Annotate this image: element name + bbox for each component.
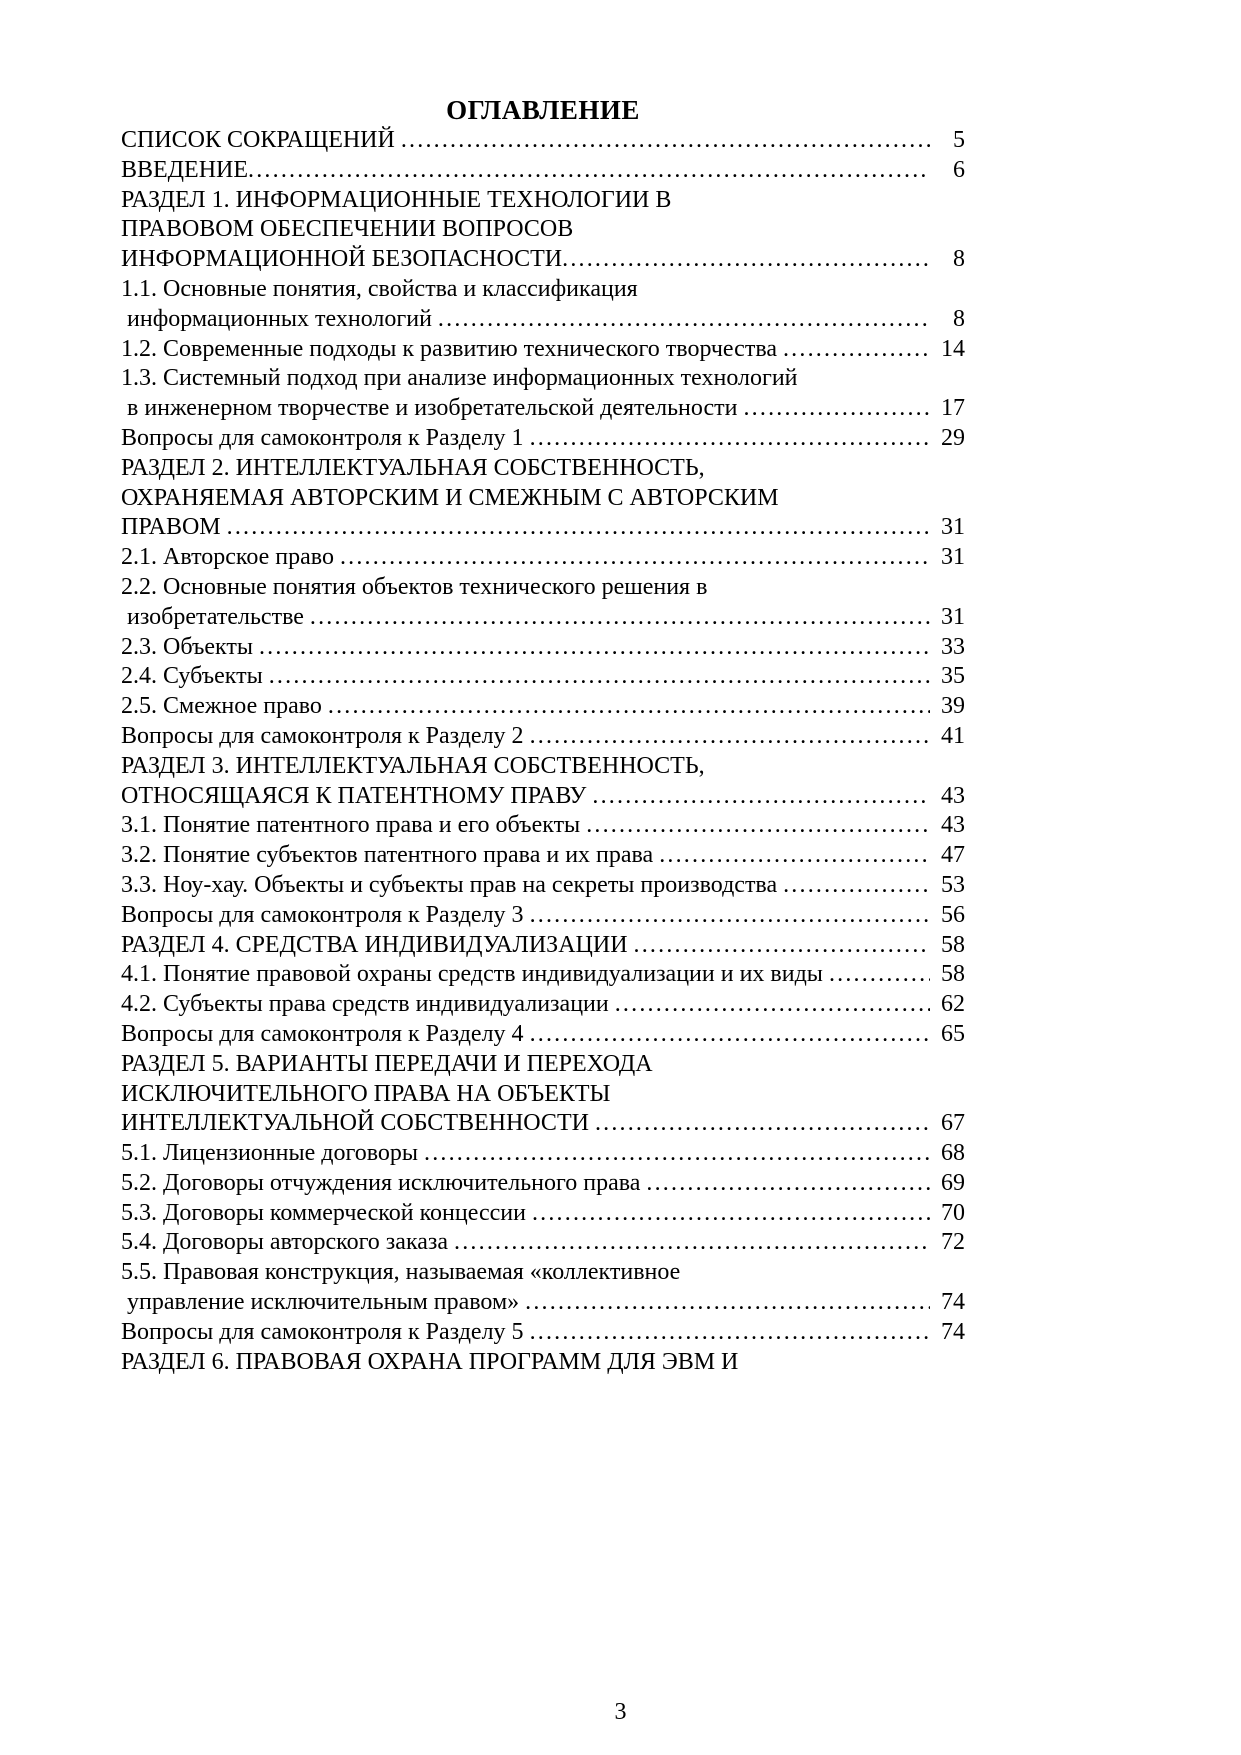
- dot-leader: [227, 513, 930, 543]
- toc-line: [121, 126, 965, 156]
- toc-line: [121, 752, 965, 782]
- toc-entry-text: РАЗДЕЛ 6. ПРАВОВАЯ ОХРАНА ПРОГРАММ ДЛЯ ЭВМ И: [121, 1348, 739, 1375]
- toc-page-number: 35: [941, 663, 965, 690]
- toc-entry-text: СПИСОК СОКРАЩЕНИЙ: [121, 127, 401, 153]
- toc-line: [121, 841, 965, 871]
- toc-line: [121, 1288, 965, 1318]
- toc-entry-text: 2.1. Авторское право: [121, 544, 340, 571]
- toc-line: [121, 156, 965, 186]
- toc-line: [121, 1139, 965, 1169]
- dot-leader: [783, 871, 930, 901]
- toc-entry-text: РАЗДЕЛ 1. ИНФОРМАЦИОННЫЕ ТЕХНОЛОГИИ В: [121, 186, 672, 213]
- toc-entry-text: ПРАВОМ: [121, 514, 227, 541]
- toc-page-number: 62: [941, 991, 965, 1018]
- dot-leader: [454, 1228, 930, 1258]
- toc-page-number: 68: [941, 1140, 965, 1167]
- dot-leader: [595, 1109, 930, 1139]
- toc-line: [121, 305, 965, 335]
- dot-leader: [530, 1318, 930, 1348]
- toc-line: [121, 1318, 965, 1348]
- toc-line: [121, 454, 965, 484]
- toc-entry-text: 5.1. Лицензионные договоры: [121, 1140, 424, 1167]
- toc-page-number: 70: [941, 1199, 965, 1226]
- toc-page-number: 6: [953, 156, 965, 183]
- toc-entry-text: ПРАВОВОМ ОБЕСПЕЧЕНИИ ВОПРОСОВ: [121, 216, 574, 243]
- toc-entry-text: Вопросы для самоконтроля к Разделу 1: [121, 424, 530, 451]
- toc-line: [121, 1228, 965, 1258]
- toc-page-number: 43: [941, 812, 965, 839]
- toc-entry-text: РАЗДЕЛ 5. ВАРИАНТЫ ПЕРЕДАЧИ И ПЕРЕХОДА: [121, 1050, 653, 1077]
- toc-entry-text: 2.5. Смежное право: [121, 693, 328, 720]
- toc-line: [121, 364, 965, 394]
- toc-entry-text: 5.4. Договоры авторского заказа: [121, 1229, 455, 1256]
- dot-leader: [530, 424, 930, 454]
- dot-leader: [259, 633, 930, 663]
- dot-leader: [783, 335, 930, 365]
- toc-page-number: 39: [941, 693, 965, 720]
- toc-page-number: 31: [941, 544, 965, 571]
- toc-entry-text: РАЗДЕЛ 3. ИНТЕЛЛЕКТУАЛЬНАЯ СОБСТВЕННОСТЬ,: [121, 752, 705, 779]
- toc-entry-text: 2.3. Объекты: [121, 633, 259, 660]
- toc-content: [121, 0, 965, 1377]
- toc-page-number: 8: [953, 246, 965, 273]
- dot-leader: [615, 990, 930, 1020]
- dot-leader: [646, 1169, 930, 1199]
- toc-entry-text: РАЗДЕЛ 2. ИНТЕЛЛЕКТУАЛЬНАЯ СОБСТВЕННОСТЬ,: [121, 454, 705, 481]
- dot-leader: [438, 305, 930, 335]
- toc-page-number: 47: [941, 842, 965, 869]
- toc-line: [121, 811, 965, 841]
- toc-list: [121, 126, 965, 1377]
- toc-line: [121, 1169, 965, 1199]
- dot-leader: [743, 394, 930, 424]
- dot-leader: [659, 841, 930, 871]
- toc-entry-text: Вопросы для самоконтроля к Разделу 4: [121, 1020, 530, 1047]
- toc-page-number: 5: [953, 127, 965, 153]
- dot-leader: [586, 811, 930, 841]
- toc-line: [121, 603, 965, 633]
- dot-leader: [532, 1199, 930, 1229]
- toc-line: [121, 633, 965, 663]
- dot-leader: [340, 543, 930, 573]
- toc-page-number: 69: [941, 1169, 965, 1196]
- toc-entry-text: в инженерном творчестве и изобретательской деятельности: [121, 395, 744, 422]
- toc-page-number: 58: [941, 961, 965, 988]
- dot-leader: [328, 692, 930, 722]
- toc-entry-text: ОХРАНЯЕМАЯ АВТОРСКИМ И СМЕЖНЫМ С АВТОРСКИМ: [121, 484, 779, 511]
- toc-line: [121, 990, 965, 1020]
- toc-entry-text: Вопросы для самоконтроля к Разделу 3: [121, 901, 530, 928]
- toc-entry-text: 3.2. Понятие субъектов патентного права и их права: [121, 842, 660, 869]
- toc-entry-text: 5.3. Договоры коммерческой концессии: [121, 1199, 532, 1226]
- dot-leader: [829, 960, 930, 990]
- toc-page-number: 56: [941, 901, 965, 928]
- toc-line: [121, 782, 965, 812]
- dot-leader: [310, 603, 930, 633]
- toc-line: [121, 1109, 965, 1139]
- toc-page-number: 43: [941, 782, 965, 809]
- toc-line: [121, 662, 965, 692]
- page-title: ОГЛАВЛЕНИЕ: [446, 95, 640, 125]
- toc-entry-text: 2.4. Субъекты: [121, 663, 269, 690]
- toc-entry-text: Вопросы для самоконтроля к Разделу 5: [121, 1318, 530, 1345]
- toc-entry-text: 2.2. Основные понятия объектов технического решения в: [121, 573, 708, 600]
- toc-line: [121, 513, 965, 543]
- toc-entry-text: 4.1. Понятие правовой охраны средств индивидуализации и их виды: [121, 961, 829, 988]
- toc-line: [121, 1258, 965, 1288]
- toc-entry-text: 3.3. Ноу-хау. Объекты и субъекты прав на секреты производства: [121, 871, 784, 898]
- toc-line: [121, 245, 965, 275]
- toc-page-number: 74: [941, 1318, 965, 1345]
- toc-page-number: 33: [941, 633, 965, 660]
- toc-page-number: 67: [941, 1110, 965, 1137]
- page-number-footer: 3: [614, 1699, 627, 1725]
- toc-page-number: 65: [941, 1020, 965, 1047]
- dot-leader: [530, 1020, 930, 1050]
- toc-entry-text: информационных технологий: [121, 305, 438, 332]
- toc-line: [121, 186, 965, 216]
- toc-line: [121, 335, 965, 365]
- toc-page-number: 72: [941, 1229, 965, 1256]
- toc-page-number: 41: [941, 722, 965, 749]
- dot-leader: [269, 662, 930, 692]
- toc-entry-text: 5.5. Правовая конструкция, называемая «коллективное: [121, 1259, 681, 1286]
- toc-line: [121, 1020, 965, 1050]
- dot-leader: [530, 901, 930, 931]
- dot-leader: [634, 931, 930, 961]
- dot-leader: [592, 782, 930, 812]
- toc-page-number: 17: [941, 395, 965, 422]
- toc-page-number: 14: [941, 335, 965, 362]
- toc-page-number: 29: [941, 424, 965, 451]
- toc-entry-text: ИНТЕЛЛЕКТУАЛЬНОЙ СОБСТВЕННОСТИ: [121, 1110, 595, 1137]
- toc-page-number: 74: [941, 1289, 965, 1316]
- toc-line: [121, 722, 965, 752]
- toc-line: [121, 215, 965, 245]
- toc-entry-text: ВВЕДЕНИЕ: [121, 156, 249, 183]
- toc-line: [121, 692, 965, 722]
- dot-leader: [530, 722, 930, 752]
- toc-entry-text: ОТНОСЯЩАЯСЯ К ПАТЕНТНОМУ ПРАВУ: [121, 782, 593, 809]
- toc-line: [121, 931, 965, 961]
- toc-entry-text: 5.2. Договоры отчуждения исключительного права: [121, 1169, 647, 1196]
- toc-entry-text: ИНФОРМАЦИОННОЙ БЕЗОПАСНОСТИ: [121, 246, 563, 273]
- toc-line: [121, 1080, 965, 1110]
- toc-page-number: 31: [941, 603, 965, 630]
- toc-entry-text: ИСКЛЮЧИТЕЛЬНОГО ПРАВА НА ОБЪЕКТЫ: [121, 1080, 611, 1107]
- toc-line: [121, 424, 965, 454]
- toc-entry-text: 1.1. Основные понятия, свойства и классификация: [121, 275, 638, 302]
- toc-page-number: 53: [941, 871, 965, 898]
- dot-leader: [248, 156, 930, 186]
- toc-entry-text: Вопросы для самоконтроля к Разделу 2: [121, 722, 530, 749]
- dot-leader: [562, 245, 930, 275]
- toc-entry-text: 3.1. Понятие патентного права и его объекты: [121, 812, 587, 839]
- toc-entry-text: изобретательстве: [121, 603, 310, 630]
- dot-leader: [424, 1139, 930, 1169]
- toc-line: [121, 1050, 965, 1080]
- toc-entry-text: 1.2. Современные подходы к развитию технического творчества: [121, 335, 783, 362]
- dot-leader: [401, 126, 930, 156]
- toc-page-number: 31: [941, 514, 965, 541]
- toc-entry-text: 4.2. Субъекты права средств индивидуализации: [121, 991, 615, 1018]
- toc-line: [121, 275, 965, 305]
- toc-line: [121, 901, 965, 931]
- toc-line: [121, 1199, 965, 1229]
- toc-line: [121, 871, 965, 901]
- toc-line: [121, 543, 965, 573]
- toc-entry-text: РАЗДЕЛ 4. СРЕДСТВА ИНДИВИДУАЛИЗАЦИИ: [121, 931, 634, 958]
- toc-line: [121, 394, 965, 424]
- toc-entry-text: 1.3. Системный подход при анализе информационных технологий: [121, 365, 798, 392]
- toc-page-number: 8: [953, 305, 965, 332]
- toc-line: [121, 573, 965, 603]
- toc-line: [121, 1348, 965, 1378]
- dot-leader: [525, 1288, 930, 1318]
- toc-page-number: 58: [941, 931, 965, 958]
- toc-entry-text: управление исключительным правом»: [121, 1289, 526, 1316]
- toc-line: [121, 484, 965, 514]
- toc-line: [121, 960, 965, 990]
